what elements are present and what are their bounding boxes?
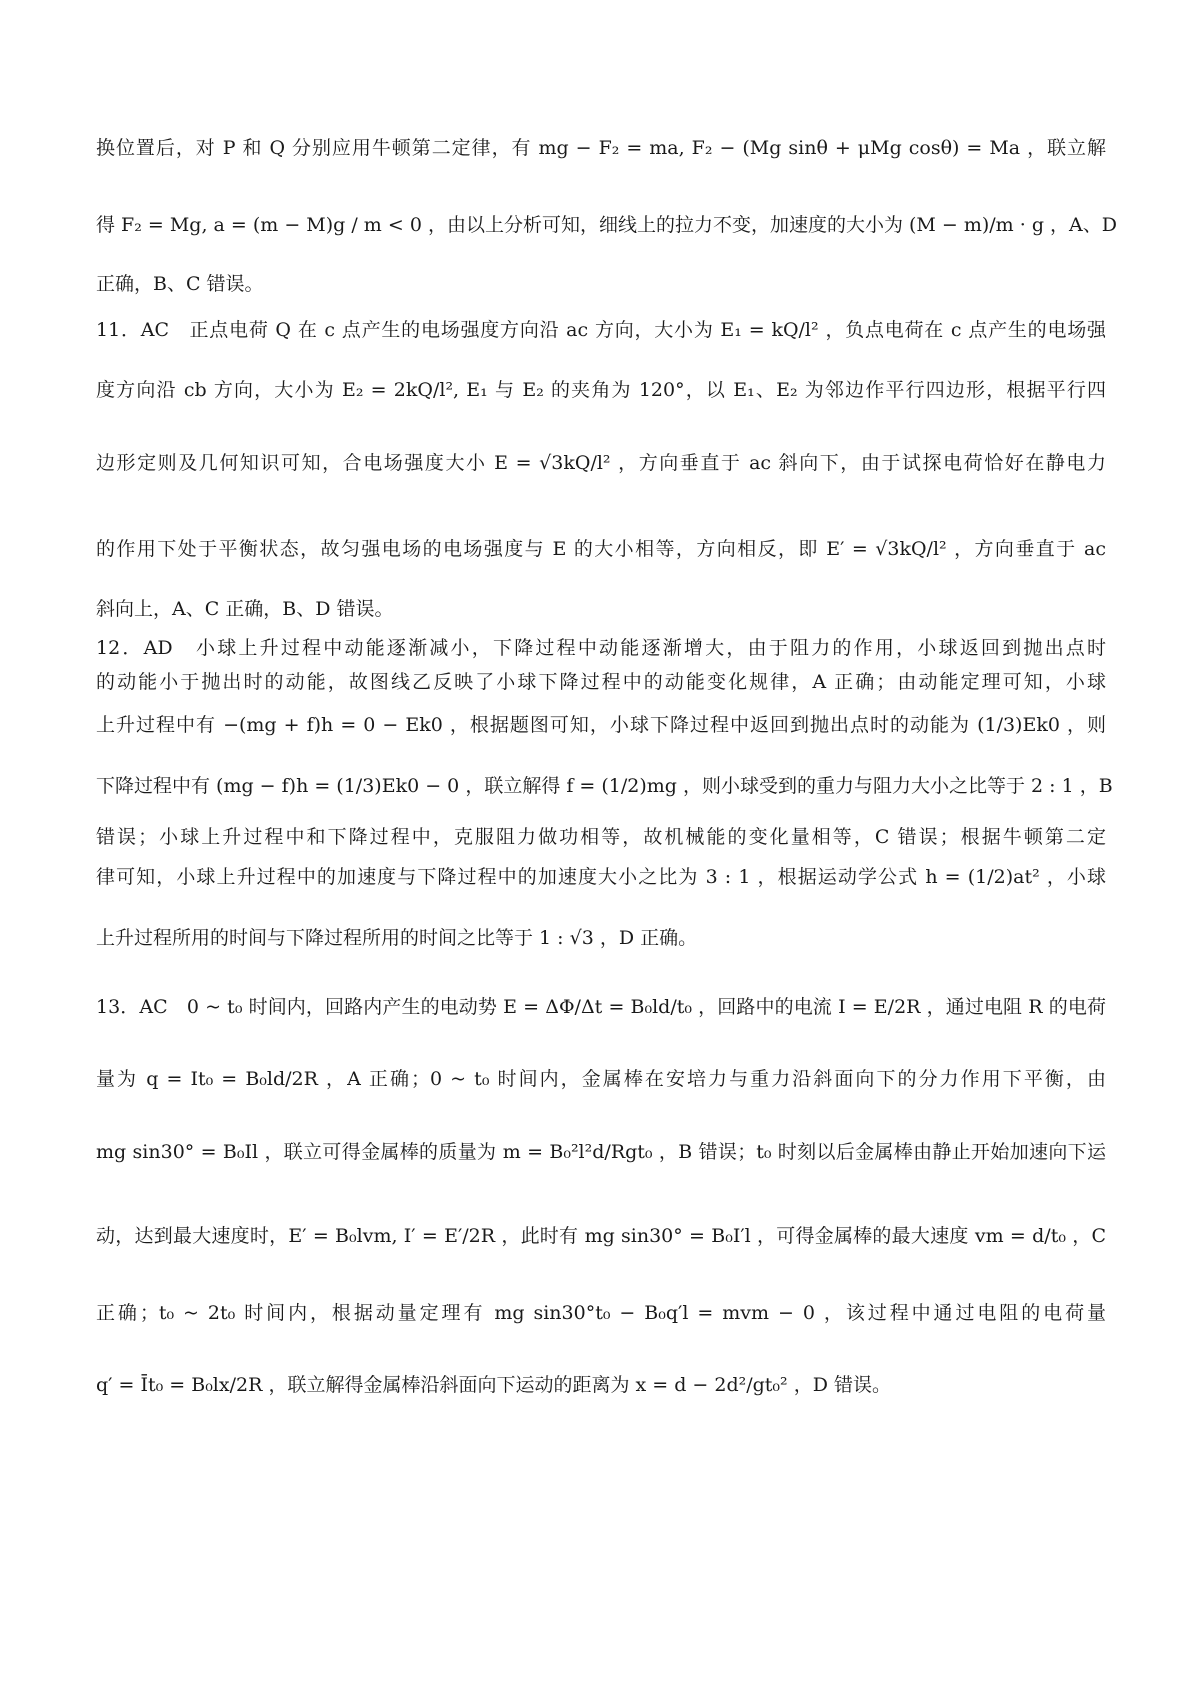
- text-line: 正确，B、C 错误。: [96, 273, 264, 295]
- text-line: 错误；小球上升过程中和下降过程中，克服阻力做功相等，故机械能的变化量相等，C 错误；根据牛顿第二定: [96, 826, 1106, 848]
- text-line: 度方向沿 cb 方向，大小为 E₂ = 2kQ/l², E₁ 与 E₂ 的夹角为 120°，以 E₁、E₂ 为邻边作平行四边形，根据平行四: [96, 379, 1106, 401]
- text-line: 12．AD 小球上升过程中动能逐渐减小，下降过程中动能逐渐增大，由于阻力的作用，小球返回到抛出点时: [96, 637, 1106, 659]
- text-line: 换位置后，对 P 和 Q 分别应用牛顿第二定律，有 mg − F₂ = ma, F₂ − (Mg sinθ + μMg cosθ) = Ma ，联立解: [96, 137, 1106, 159]
- text-line: 13．AC 0 ~ t₀ 时间内，回路内产生的电动势 E = ΔΦ/Δt = B₀ld/t₀ ，回路中的电流 I = E/2R ，通过电阻 R 的电荷: [96, 996, 1106, 1018]
- text-line: mg sin30° = B₀Il ，联立可得金属棒的质量为 m = B₀²l²d/Rgt₀ ，B 错误；t₀ 时刻以后金属棒由静止开始加速向下运: [96, 1141, 1106, 1163]
- text-line: 的动能小于抛出时的动能，故图线乙反映了小球下降过程中的动能变化规律，A 正确；由动能定理可知，小球: [96, 671, 1106, 693]
- text-line: 上升过程所用的时间与下降过程所用的时间之比等于 1 : √3 ，D 正确。: [96, 927, 698, 949]
- text-line: 得 F₂ = Mg, a = (m − M)g / m < 0 ，由以上分析可知，细线上的拉力不变，加速度的大小为 (M − m)/m · g ，A、D: [96, 214, 1117, 236]
- text-line: 律可知，小球上升过程中的加速度与下降过程中的加速度大小之比为 3 : 1 ，根据运动学公式 h = (1/2)at² ，小球: [96, 866, 1106, 888]
- text-line: 上升过程中有 −(mg + f)h = 0 − Ek0 ，根据题图可知，小球下降过程中返回到抛出点时的动能为 (1/3)Ek0 ，则: [96, 714, 1106, 736]
- text-line: 的作用下处于平衡状态，故匀强电场的电场强度与 E 的大小相等，方向相反，即 E′ = √3kQ/l² ，方向垂直于 ac: [96, 538, 1106, 560]
- text-line: 正确；t₀ ~ 2t₀ 时间内，根据动量定理有 mg sin30°t₀ − B₀q′l = mvm − 0 ，该过程中通过电阻的电荷量: [96, 1302, 1106, 1324]
- text-line: 下降过程中有 (mg − f)h = (1/3)Ek0 − 0 ，联立解得 f = (1/2)mg ，则小球受到的重力与阻力大小之比等于 2 : 1 ，B: [96, 775, 1113, 797]
- text-line: 11．AC 正点电荷 Q 在 c 点产生的电场强度方向沿 ac 方向，大小为 E₁ = kQ/l² ，负点电荷在 c 点产生的电场强: [96, 319, 1106, 341]
- text-line: 斜向上，A、C 正确，B、D 错误。: [96, 598, 394, 620]
- text-line: 动，达到最大速度时，E′ = B₀lvm, I′ = E′/2R ，此时有 mg sin30° = B₀I′l ，可得金属棒的最大速度 vm = d/t₀ ，C: [96, 1225, 1106, 1247]
- text-line: q′ = Īt₀ = B₀lx/2R ，联立解得金属棒沿斜面向下运动的距离为 x = d − 2d²/gt₀² ，D 错误。: [96, 1374, 891, 1396]
- text-line: 量为 q = It₀ = B₀ld/2R ，A 正确；0 ~ t₀ 时间内，金属棒在安培力与重力沿斜面向下的分力作用下平衡，由: [96, 1068, 1106, 1090]
- text-line: 边形定则及几何知识可知，合电场强度大小 E = √3kQ/l² ，方向垂直于 ac 斜向下，由于试探电荷恰好在静电力: [96, 452, 1106, 474]
